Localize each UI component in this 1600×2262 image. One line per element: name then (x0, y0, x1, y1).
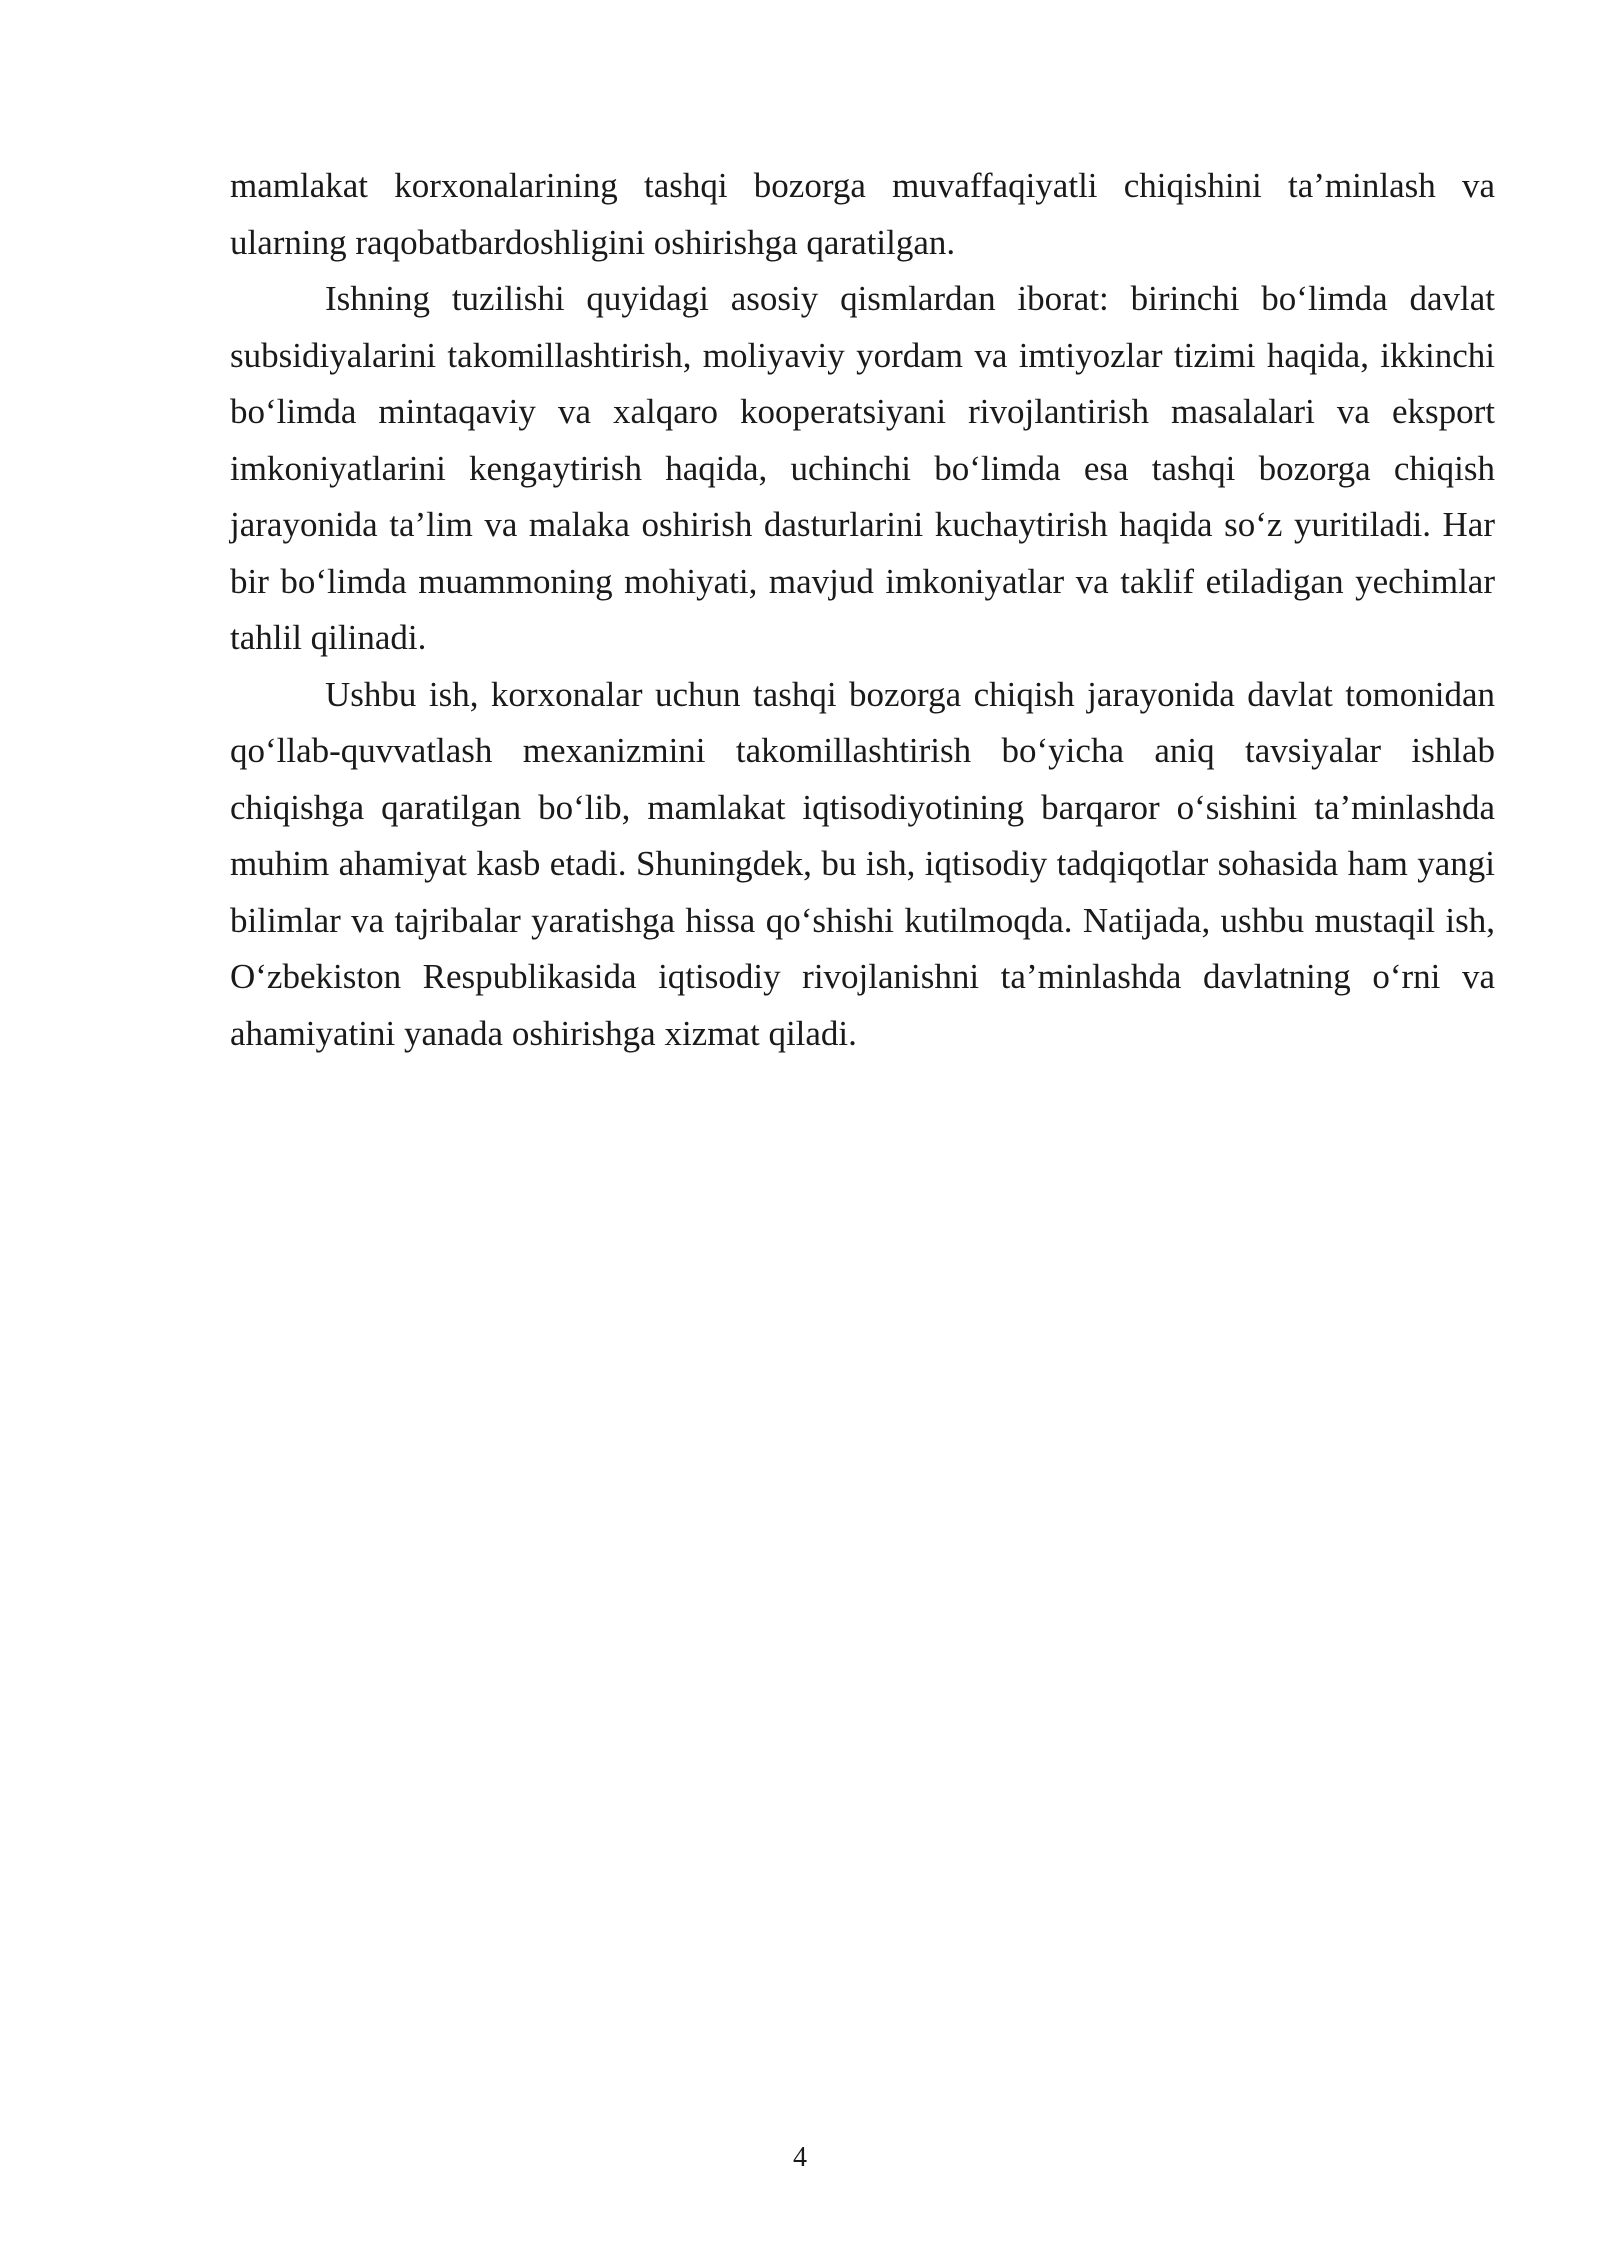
paragraph-work-significance: Ushbu ish, korxonalar uchun tashqi bozorga chiqish jarayonida davlat tomonidan qo‘llab-quvvatlash mexanizmini takomillashtirish bo‘yicha aniq tavsiyalar ishlab chiqishga qaratilgan bo‘lib, mamlakat iqtisodiyotining barqaror o‘sishini ta’minlashda muhim ahamiyat kasb etadi. Shuningdek, bu ish, iqtisodiy tadqiqotlar sohasida ham yangi bilimlar va tajribalar yaratishga hissa qo‘shishi kutilmoqda. Natijada, ushbu mustaqil ish, O‘zbekiston Respublikasida iqtisodiy rivojlanishni ta’minlashda davlatning o‘rni va ahamiyatini yanada oshirishga xizmat qiladi. (230, 674, 1495, 1053)
paragraph-continuation: mamlakat korxonalarining tashqi bozorga muvaffaqiyatli chiqishini ta’minlash va ularning raqobatbardoshligini oshirishga qaratilgan. (230, 166, 1495, 262)
paragraph-work-structure: Ishning tuzilishi quyidagi asosiy qismlardan iborat: birinchi bo‘limda davlat subsidiyalarini takomillashtirish, moliyaviy yordam va imtiyozlar tizimi haqida, ikkinchi bo‘limda mintaqaviy va xalqaro kooperatsiyani rivojlantirish masalalari va eksport imkoniyatlarini kengaytirish haqida, uchinchi bo‘limda esa tashqi bozorga chiqish jarayonida ta’lim va malaka oshirish dasturlarini kuchaytirish haqida so‘z yuritiladi. Har bir bo‘limda muammoning mohiyati, mavjud imkoniyatlar va taklif etiladigan yechimlar tahlil qilinadi. (230, 279, 1495, 657)
body-text (230, 158, 1495, 1062)
page-number: 4 (793, 2142, 807, 2173)
